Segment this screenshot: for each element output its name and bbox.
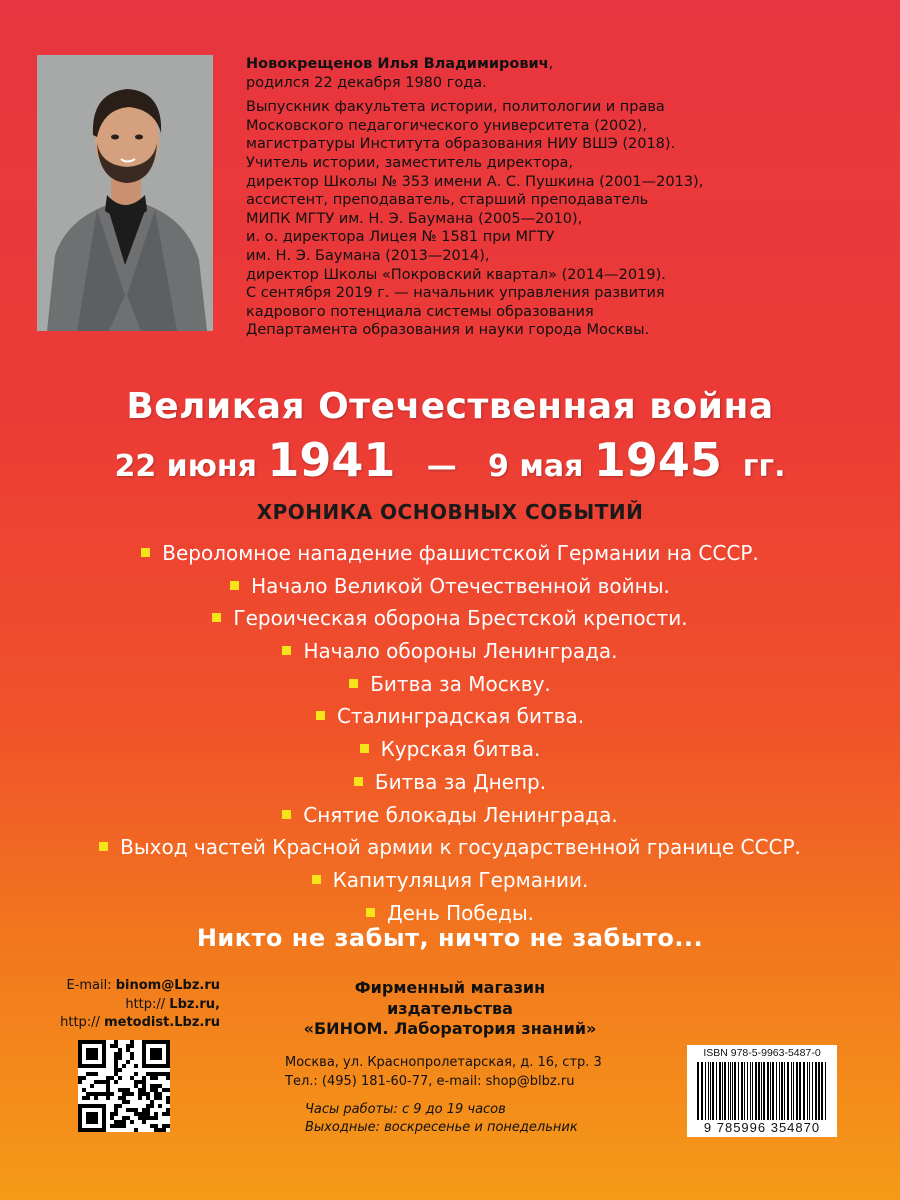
list-item <box>0 602 900 635</box>
square-bullet-icon <box>212 613 221 622</box>
email-link: binom@Lbz.ru <box>115 978 220 993</box>
bio-line: ассистент, преподаватель, старший преподаватель <box>246 192 649 209</box>
square-bullet-icon <box>349 679 358 688</box>
bio-line: им. Н. Э. Баумана (2013—2014), <box>246 247 490 264</box>
bio-line: Департамента образования и науки города Москвы. <box>246 322 650 339</box>
slogan: Никто не забыт, ничто не забыто... <box>196 924 704 952</box>
ean-number: 9 785996 354870 <box>703 1120 821 1135</box>
author-name-suffix: , <box>548 56 554 72</box>
site2-prefix: http:// <box>60 1015 100 1030</box>
square-bullet-icon <box>316 711 325 720</box>
event-text: Снятие блокады Ленинграда. <box>303 802 618 827</box>
author-born: родился 22 декабря 1980 года. <box>246 74 487 91</box>
start-year: 1941 <box>267 433 396 487</box>
store-address <box>285 1053 685 1091</box>
square-bullet-icon <box>230 581 239 590</box>
email-label: E-mail: <box>66 978 112 993</box>
barcode-icon <box>695 1062 829 1120</box>
list-item <box>0 766 900 799</box>
isbn-barcode <box>687 1045 837 1137</box>
bio-line: Московского педагогического университета (2002), <box>246 117 647 134</box>
hours-line: Часы работы: с 9 до 19 часов <box>305 1102 506 1117</box>
event-text: Выход частей Красной армии к государственной границе СССР. <box>120 835 801 860</box>
event-text: Капитуляция Германии. <box>332 867 589 892</box>
event-text: День Победы. <box>386 900 535 925</box>
square-bullet-icon <box>354 777 363 786</box>
author-name: Новокрещенов Илья Владимирович <box>246 56 549 72</box>
site2-link: metodist.Lbz.ru <box>104 1015 220 1030</box>
bio-line: Учитель истории, заместитель директора, <box>246 154 574 171</box>
author-photo <box>37 55 213 331</box>
start-day: 22 июня <box>114 449 257 484</box>
war-title: Великая Отечественная война <box>126 386 774 427</box>
event-text: Курская битва. <box>380 737 541 762</box>
phone-line: Тел.: (495) 181-60-77, e-mail: shop@blbz.ru <box>285 1074 575 1089</box>
square-bullet-icon <box>366 908 375 917</box>
square-bullet-icon <box>141 548 150 557</box>
event-text: Начало Великой Отечественной войны. <box>251 573 670 598</box>
event-text: Вероломное нападение фашистской Германии на СССР. <box>162 541 759 565</box>
bio-line: магистратуры Института образования НИУ ВШЭ (2018). <box>246 136 676 153</box>
store-line: «БИНОМ. Лаборатория знаний» <box>303 1019 597 1038</box>
store-hours <box>305 1101 705 1137</box>
store-line: издательства <box>387 998 513 1018</box>
qr-code-graphic <box>78 1040 170 1132</box>
square-bullet-icon <box>282 646 291 655</box>
list-item <box>0 635 900 668</box>
author-bio <box>246 55 866 340</box>
event-text: Сталинградская битва. <box>336 704 585 729</box>
days-off-line: Выходные: воскресенье и понедельник <box>305 1120 578 1135</box>
event-text: Битва за Днепр. <box>374 769 547 794</box>
end-year: 1945 <box>593 433 722 487</box>
store-info <box>250 978 650 1040</box>
bio-line: С сентября 2019 г. — начальник управления развития <box>246 285 665 302</box>
end-day: 9 мая <box>488 449 584 484</box>
bio-line: МИПК МГТУ им. Н. Э. Баумана (2005—2010), <box>246 210 583 227</box>
square-bullet-icon <box>312 875 321 884</box>
list-item <box>0 799 900 832</box>
bio-line: и. о. директора Лицея № 1581 при МГТУ <box>246 229 555 246</box>
square-bullet-icon <box>360 744 369 753</box>
isbn-text: ISBN 978-5-9963-5487-0 <box>703 1047 821 1059</box>
event-text: Битва за Москву. <box>370 671 551 696</box>
address-line: Москва, ул. Краснопролетарская, д. 16, стр. 3 <box>285 1055 602 1070</box>
war-dates <box>0 433 900 487</box>
list-item <box>0 864 900 897</box>
store-line: Фирменный магазин <box>354 978 546 997</box>
list-item <box>0 537 900 570</box>
qr-code-icon <box>78 1040 170 1132</box>
event-text: Начало обороны Ленинграда. <box>303 639 618 664</box>
years-suffix: гг. <box>742 449 786 484</box>
list-item <box>0 831 900 864</box>
list-item <box>0 700 900 733</box>
list-item <box>0 668 900 701</box>
bio-line: Выпускник факультета истории, политологии и права <box>246 99 665 116</box>
bio-line: директор Школы № 353 имени А. С. Пушкина (2001—2013), <box>246 173 704 190</box>
chronicle-title: ХРОНИКА ОСНОВНЫХ СОБЫТИЙ <box>256 500 644 524</box>
list-item <box>0 570 900 603</box>
author-portrait-illustration <box>37 55 213 331</box>
bio-line: кадрового потенциала системы образования <box>246 303 594 320</box>
site-link: Lbz.ru, <box>169 996 220 1012</box>
publisher-contacts <box>10 977 220 1033</box>
list-item <box>0 733 900 766</box>
square-bullet-icon <box>282 810 291 819</box>
event-list <box>0 537 900 929</box>
event-text: Героическая оборона Брестской крепости. <box>233 606 688 631</box>
date-dash: — <box>426 449 457 484</box>
bio-line: директор Школы «Покровский квартал» (2014—2019). <box>246 266 666 283</box>
square-bullet-icon <box>99 842 108 851</box>
site-prefix: http:// <box>125 996 166 1012</box>
